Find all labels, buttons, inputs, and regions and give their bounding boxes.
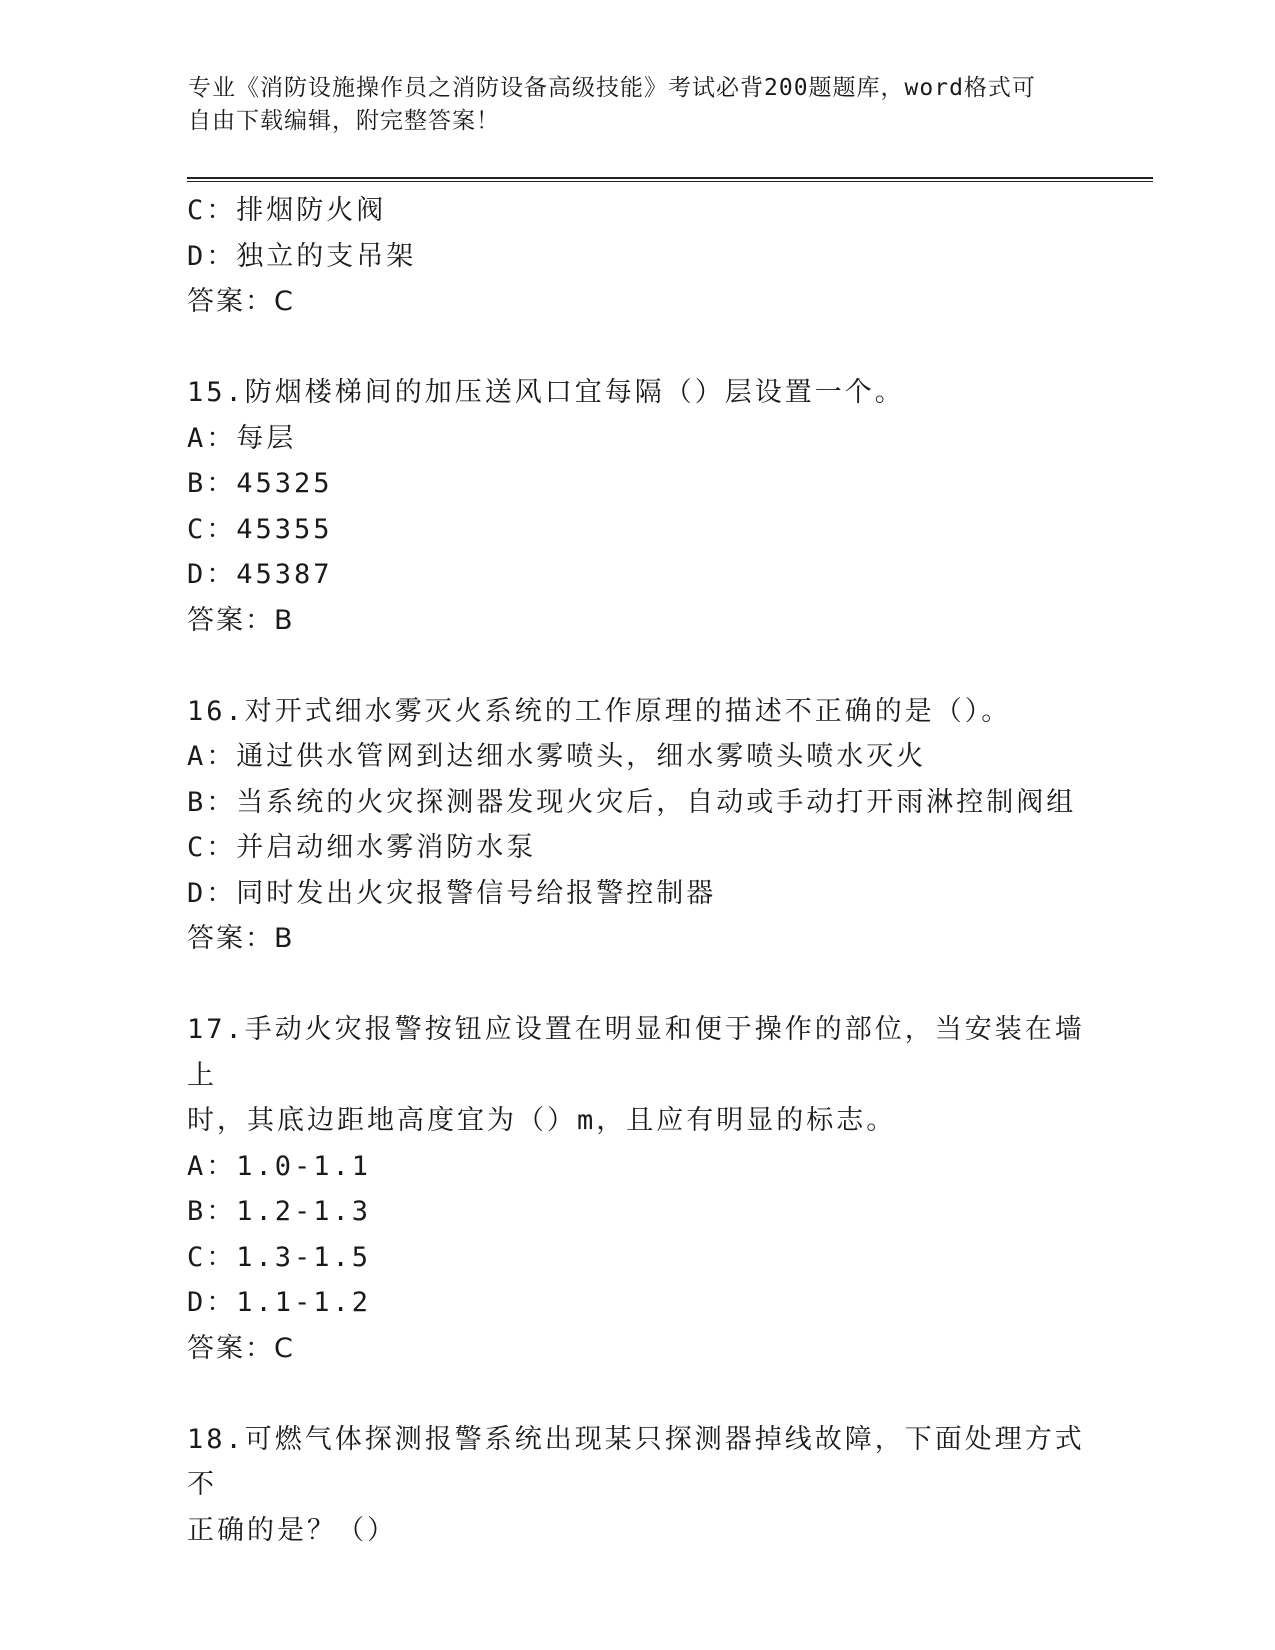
question-15-title: 15.防烟楼梯间的加压送风口宜每隔（）层设置一个。: [187, 377, 905, 408]
document-header: [188, 72, 1088, 138]
question-17-option-c: C：1.3-1.5: [187, 1241, 372, 1273]
question-17-option-b: B：1.2-1.3: [187, 1196, 372, 1227]
question-15-option-a: A：每层: [187, 422, 297, 454]
question-16-answer: 答案：B: [187, 923, 295, 954]
question-16-title: 16.对开式细水雾灭火系统的工作原理的描述不正确的是（）。: [187, 695, 1012, 727]
question-16-option-c: C：并启动细水雾消防水泵: [187, 832, 537, 863]
answer-text: 答案：C: [187, 286, 295, 317]
question-17-title-line-1: 17.手动火灾报警按钮应设置在明显和便于操作的部位，当安装在墙上: [187, 1014, 1085, 1091]
question-17-answer: 答案：C: [187, 1332, 295, 1364]
question-17-title-line-2: 时，其底边距地高度宜为（）m，且应有明显的标志。: [187, 1105, 897, 1136]
question-18-title-line-2: 正确的是？（）: [187, 1514, 397, 1546]
header-divider: [187, 177, 1153, 182]
question-15-option-c: C：45355: [187, 513, 333, 545]
question-15-option-d: D：45387: [187, 559, 333, 590]
question-17-option-a: A：1.0-1.1: [187, 1150, 372, 1182]
header-line-1: 专业《消防设施操作员之消防设备高级技能》考试必背200题题库，word格式可: [188, 75, 1036, 101]
question-18-title-line-1: 18.可燃气体探测报警系统出现某只探测器掉线故障，下面处理方式不: [187, 1423, 1085, 1500]
question-15-answer: 答案：B: [187, 604, 295, 636]
option-c: C：排烟防火阀: [187, 195, 387, 226]
question-15-option-b: B：45325: [187, 468, 333, 499]
question-16-option-a: A：通过供水管网到达细水雾喷头，细水雾喷头喷水灭火: [187, 741, 927, 772]
question-17-option-d: D：1.1-1.2: [187, 1287, 372, 1318]
question-16-option-d: D：同时发出火灾报警信号给报警控制器: [187, 877, 717, 909]
header-line-2: 自由下载编辑，附完整答案！: [188, 108, 500, 134]
question-16-option-b: B：当系统的火灾探测器发现火灾后，自动或手动打开雨淋控制阀组: [187, 786, 1077, 818]
option-d: D：独立的支吊架: [187, 240, 417, 272]
document-body: [187, 188, 1107, 1553]
